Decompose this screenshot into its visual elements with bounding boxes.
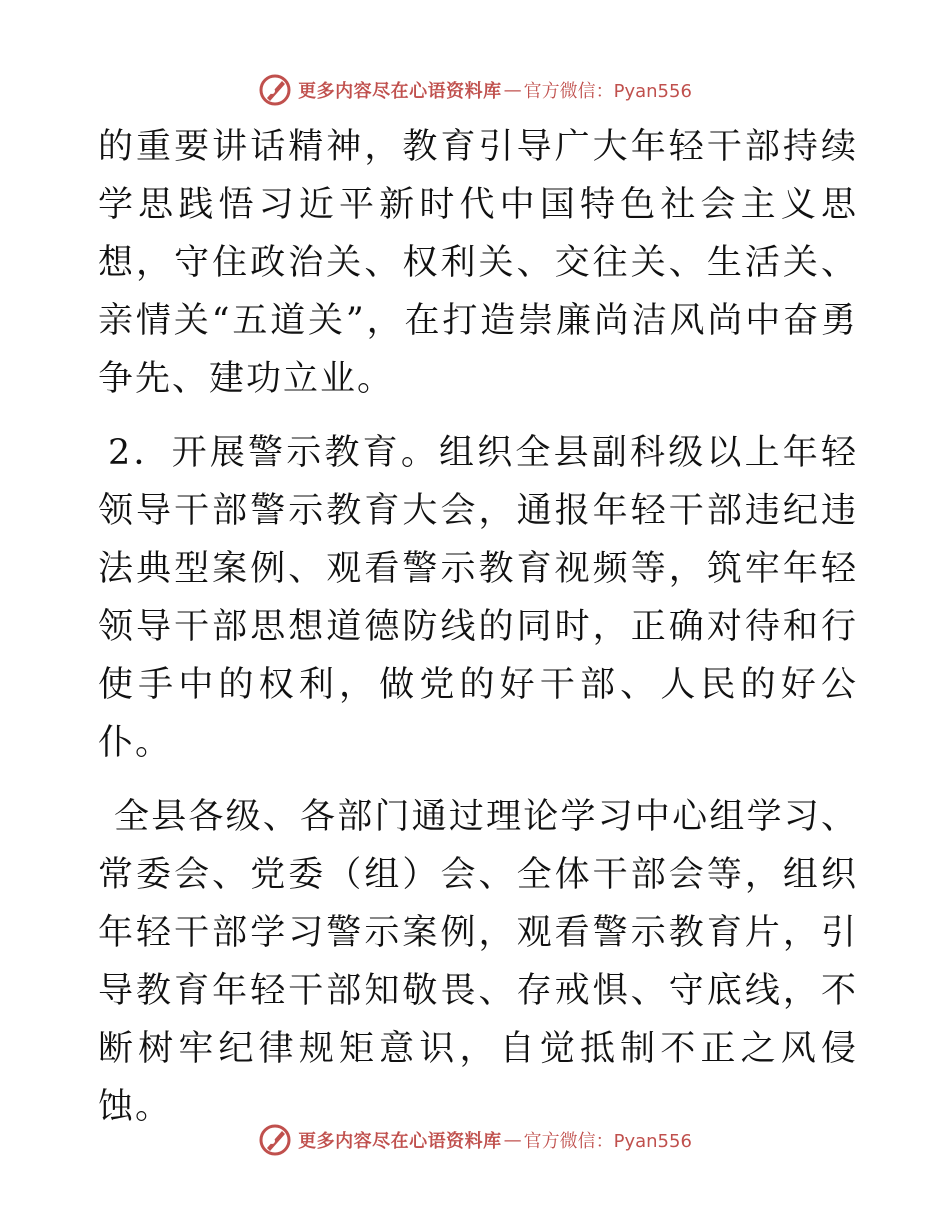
paragraph-1: 的重要讲话精神，教育引导广大年轻干部持续学思践悟习近平新时代中国特色社会主义思想，守住政治关、权利关、交往关、生活关、亲情关“五道关”，在打造崇廉尚洁风尚中奋勇争先、建功立业。 <box>98 127 858 399</box>
paragraph-3: 全县各级、各部门通过理论学习中心组学习、常委会、党委（组）会、全体干部会等，组织年轻干部学习警示案例，观看警示教育片，引导教育年轻干部知敬畏、存戒惧、守底线，不断树牢纪律规矩意识，自觉抵制不正之风侵蚀。 <box>98 797 858 1127</box>
footer-banner <box>0 1120 950 1160</box>
banner-dash: — <box>503 79 522 101</box>
banner-dash: — <box>503 1129 522 1151</box>
header-banner <box>0 70 950 110</box>
banner-title: 更多内容尽在心语资料库 <box>298 81 502 102</box>
paragraph-2: 2．开展警示教育。组织全县副科级以上年轻领导干部警示教育大会，通报年轻干部违纪违法典型案例、观看警示教育视频等，筑牢年轻领导干部思想道德防线的同时，正确对待和行使手中的权利，做党的好干部、人民的好公仆。 <box>98 433 858 763</box>
banner-wechat: 官方微信：Pyan556 <box>523 1131 692 1152</box>
pen-logo-icon <box>258 73 292 107</box>
banner-wechat: 官方微信：Pyan556 <box>523 81 692 102</box>
pen-logo-icon <box>258 1123 292 1157</box>
document-body <box>98 118 858 1152</box>
banner-title: 更多内容尽在心语资料库 <box>298 1131 502 1152</box>
